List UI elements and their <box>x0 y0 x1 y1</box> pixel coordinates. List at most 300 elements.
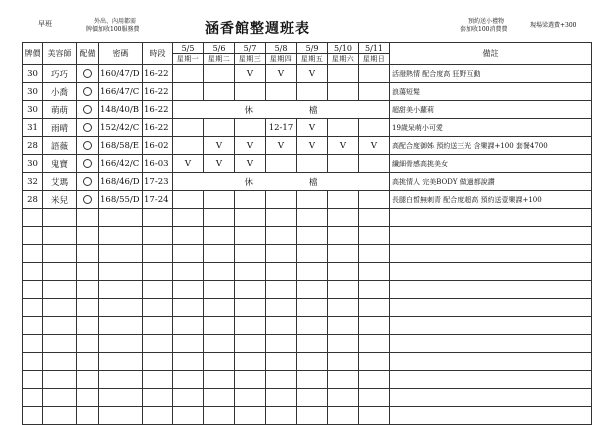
price-cell: 30 <box>23 101 43 119</box>
blank-cell <box>297 407 328 425</box>
blank-cell <box>359 389 390 407</box>
code-cell: 148/40/B <box>99 101 143 119</box>
day-cell: V <box>359 137 390 155</box>
blank-cell <box>235 353 266 371</box>
blank-cell <box>390 389 592 407</box>
time-cell: 16-22 <box>143 119 173 137</box>
blank-row <box>23 263 592 281</box>
blank-cell <box>173 209 204 227</box>
blank-cell <box>77 371 99 389</box>
blank-cell <box>143 407 173 425</box>
blank-cell <box>99 209 143 227</box>
blank-cell <box>143 389 173 407</box>
blank-cell <box>99 407 143 425</box>
col-prep: 配備 <box>77 43 99 65</box>
blank-cell <box>359 317 390 335</box>
blank-cell <box>390 281 592 299</box>
blank-cell <box>173 335 204 353</box>
blank-cell <box>43 209 77 227</box>
price-cell: 30 <box>23 155 43 173</box>
blank-cell <box>390 353 592 371</box>
day-cell <box>328 119 359 137</box>
blank-row <box>23 353 592 371</box>
closed-cell <box>173 173 390 191</box>
date-cell: 5/7 <box>235 43 266 54</box>
blank-cell <box>328 371 359 389</box>
blank-cell <box>235 263 266 281</box>
blank-cell <box>297 263 328 281</box>
code-cell: 168/58/E <box>99 137 143 155</box>
name-cell: 語薇 <box>43 137 77 155</box>
price-cell: 28 <box>23 137 43 155</box>
service-note-1: 外出、內用都需 <box>94 18 137 25</box>
blank-cell <box>235 317 266 335</box>
day-cell <box>173 83 204 101</box>
day-cell <box>173 191 204 209</box>
blank-cell <box>99 227 143 245</box>
blank-cell <box>43 389 77 407</box>
blank-cell <box>77 335 99 353</box>
prep-cell <box>77 155 99 173</box>
blank-cell <box>328 209 359 227</box>
blank-cell <box>297 317 328 335</box>
day-cell: V <box>235 137 266 155</box>
blank-cell <box>23 389 43 407</box>
day-cell <box>359 119 390 137</box>
blank-cell <box>328 227 359 245</box>
blank-cell <box>173 407 204 425</box>
day-cell <box>204 119 235 137</box>
day-cell <box>204 83 235 101</box>
blank-cell <box>99 353 143 371</box>
blank-cell <box>359 245 390 263</box>
weekday-cell: 星期五 <box>297 54 328 65</box>
blank-cell <box>143 371 173 389</box>
name-cell: 小喬 <box>43 83 77 101</box>
prep-cell <box>77 119 99 137</box>
blank-cell <box>173 245 204 263</box>
blank-cell <box>204 263 235 281</box>
blank-cell <box>297 299 328 317</box>
table-row <box>23 155 592 173</box>
day-cell <box>328 83 359 101</box>
day-cell <box>328 191 359 209</box>
blank-cell <box>43 245 77 263</box>
blank-cell <box>143 227 173 245</box>
blank-row <box>23 335 592 353</box>
blank-cell <box>204 353 235 371</box>
date-cell: 5/6 <box>204 43 235 54</box>
day-cell <box>359 65 390 83</box>
blank-cell <box>77 299 99 317</box>
blank-cell <box>235 299 266 317</box>
prep-cell <box>77 83 99 101</box>
price-cell: 32 <box>23 173 43 191</box>
blank-cell <box>297 281 328 299</box>
table-row <box>23 65 592 83</box>
blank-row <box>23 317 592 335</box>
blank-cell <box>99 335 143 353</box>
name-cell: 雨晴 <box>43 119 77 137</box>
day-cell <box>235 119 266 137</box>
blank-cell <box>390 245 592 263</box>
blank-cell <box>204 335 235 353</box>
blank-cell <box>235 335 266 353</box>
blank-cell <box>23 209 43 227</box>
blank-cell <box>328 245 359 263</box>
note-cell: 長腿白皙無刺青 配合度超高 預約送壹樂課+100 <box>390 191 592 209</box>
blank-cell <box>359 263 390 281</box>
table-row <box>23 83 592 101</box>
blank-row <box>23 407 592 425</box>
weekday-cell: 星期四 <box>266 54 297 65</box>
blank-cell <box>23 317 43 335</box>
blank-cell <box>390 371 592 389</box>
day-cell: V <box>204 155 235 173</box>
price-cell: 30 <box>23 83 43 101</box>
code-cell: 166/47/C <box>99 83 143 101</box>
day-cell: V <box>235 65 266 83</box>
date-cell: 5/11 <box>359 43 390 54</box>
blank-cell <box>23 281 43 299</box>
blank-row <box>23 281 592 299</box>
weekday-cell: 星期六 <box>328 54 359 65</box>
weekday-cell: 星期一 <box>173 54 204 65</box>
blank-cell <box>297 335 328 353</box>
note-cell: 19歲呆萌小可愛 <box>390 119 592 137</box>
day-cell: V <box>266 137 297 155</box>
name-cell: 巧巧 <box>43 65 77 83</box>
col-notes: 備註 <box>390 43 592 65</box>
blank-cell <box>359 407 390 425</box>
blank-cell <box>23 263 43 281</box>
blank-cell <box>173 281 204 299</box>
blank-cell <box>390 299 592 317</box>
date-cell: 5/10 <box>328 43 359 54</box>
day-cell: V <box>297 137 328 155</box>
blank-cell <box>328 317 359 335</box>
circle-icon <box>83 87 92 96</box>
day-cell: V <box>173 155 204 173</box>
blank-cell <box>266 227 297 245</box>
blank-row <box>23 371 592 389</box>
blank-cell <box>204 407 235 425</box>
day-cell <box>266 83 297 101</box>
blank-cell <box>297 209 328 227</box>
price-cell: 30 <box>23 65 43 83</box>
blank-cell <box>99 317 143 335</box>
blank-cell <box>328 389 359 407</box>
blank-cell <box>266 209 297 227</box>
day-cell: V <box>297 119 328 137</box>
day-cell <box>297 83 328 101</box>
day-cell: V <box>266 65 297 83</box>
shift-label: 早班 <box>38 20 52 28</box>
circle-icon <box>83 159 92 168</box>
prep-cell <box>77 101 99 119</box>
blank-cell <box>99 389 143 407</box>
blank-cell <box>77 353 99 371</box>
blank-row <box>23 389 592 407</box>
blank-cell <box>173 389 204 407</box>
blank-cell <box>204 371 235 389</box>
day-cell <box>328 65 359 83</box>
note-cell: 高挑情人 完美BODY 做過都說讚 <box>390 173 592 191</box>
blank-cell <box>143 281 173 299</box>
note-cell: 超甜美小蘿莉 <box>390 101 592 119</box>
day-cell <box>266 191 297 209</box>
blank-cell <box>77 317 99 335</box>
note-cell: 纖細骨感高挑美女 <box>390 155 592 173</box>
blank-row <box>23 227 592 245</box>
blank-cell <box>99 299 143 317</box>
day-cell <box>297 191 328 209</box>
col-price: 牌價 <box>23 43 43 65</box>
time-cell: 16-22 <box>143 83 173 101</box>
blank-cell <box>390 335 592 353</box>
blank-cell <box>235 245 266 263</box>
blank-cell <box>77 281 99 299</box>
time-cell: 16-03 <box>143 155 173 173</box>
blank-cell <box>359 353 390 371</box>
blank-cell <box>23 335 43 353</box>
blank-cell <box>235 407 266 425</box>
blank-cell <box>143 353 173 371</box>
day-cell <box>173 137 204 155</box>
time-cell: 16-22 <box>143 65 173 83</box>
blank-cell <box>204 389 235 407</box>
blank-cell <box>143 335 173 353</box>
blank-cell <box>204 245 235 263</box>
note-cell: 高配合度御姊 預約送三光 含樂課+100 套餐4700 <box>390 137 592 155</box>
blank-cell <box>23 245 43 263</box>
day-cell: V <box>204 137 235 155</box>
blank-cell <box>143 263 173 281</box>
service-note-2: 牌價加收100服務費 <box>86 26 140 33</box>
blank-cell <box>77 389 99 407</box>
blank-cell <box>99 245 143 263</box>
blank-cell <box>266 317 297 335</box>
note-cell: 活潑熱情 配合度高 狂野互動 <box>390 65 592 83</box>
day-cell <box>266 155 297 173</box>
prep-cell <box>77 137 99 155</box>
blank-cell <box>266 407 297 425</box>
blank-cell <box>235 389 266 407</box>
blank-cell <box>23 353 43 371</box>
blank-cell <box>297 353 328 371</box>
circle-icon <box>83 69 92 78</box>
day-cell <box>235 191 266 209</box>
blank-cell <box>173 371 204 389</box>
price-cell: 28 <box>23 191 43 209</box>
table-row <box>23 173 592 191</box>
closed-label-2: 檔 <box>309 177 318 188</box>
page-title: 涵香館整週班表 <box>205 21 310 37</box>
blank-cell <box>359 281 390 299</box>
blank-cell <box>204 299 235 317</box>
blank-cell <box>204 227 235 245</box>
day-cell <box>204 191 235 209</box>
closed-label-1: 休 <box>244 105 253 116</box>
time-cell: 16-22 <box>143 101 173 119</box>
day-cell: V <box>297 65 328 83</box>
circle-icon <box>83 195 92 204</box>
circle-icon <box>83 141 92 150</box>
blank-cell <box>173 353 204 371</box>
blank-cell <box>297 389 328 407</box>
day-cell: V <box>328 137 359 155</box>
code-cell: 152/42/C <box>99 119 143 137</box>
time-cell: 17-23 <box>143 173 173 191</box>
blank-cell <box>23 299 43 317</box>
blank-cell <box>359 227 390 245</box>
blank-cell <box>266 371 297 389</box>
gift-note-1: 預約送小禮物 <box>468 18 505 25</box>
day-cell <box>204 65 235 83</box>
blank-cell <box>266 335 297 353</box>
blank-cell <box>266 353 297 371</box>
blank-cell <box>23 227 43 245</box>
date-cell: 5/5 <box>173 43 204 54</box>
blank-cell <box>359 371 390 389</box>
blank-cell <box>297 371 328 389</box>
name-cell: 米兒 <box>43 191 77 209</box>
blank-cell <box>173 263 204 281</box>
time-cell: 17-24 <box>143 191 173 209</box>
blank-cell <box>328 335 359 353</box>
blank-cell <box>143 299 173 317</box>
blank-cell <box>390 407 592 425</box>
blank-cell <box>359 299 390 317</box>
blank-cell <box>173 299 204 317</box>
blank-cell <box>43 407 77 425</box>
blank-cell <box>99 281 143 299</box>
blank-cell <box>43 371 77 389</box>
onsite-fee-note: 現場梁選費+300 <box>530 22 577 29</box>
blank-cell <box>359 209 390 227</box>
day-cell <box>359 191 390 209</box>
day-cell <box>328 155 359 173</box>
code-cell: 166/42/C <box>99 155 143 173</box>
code-cell: 160/47/D <box>99 65 143 83</box>
table-row <box>23 137 592 155</box>
blank-cell <box>204 317 235 335</box>
code-cell: 168/55/D <box>99 191 143 209</box>
blank-cell <box>235 371 266 389</box>
blank-cell <box>297 245 328 263</box>
blank-cell <box>173 227 204 245</box>
blank-cell <box>77 227 99 245</box>
note-cell: 浪蕩短髮 <box>390 83 592 101</box>
blank-cell <box>43 263 77 281</box>
blank-cell <box>390 317 592 335</box>
blank-cell <box>77 245 99 263</box>
blank-cell <box>77 263 99 281</box>
blank-cell <box>99 371 143 389</box>
name-cell: 鬼寶 <box>43 155 77 173</box>
day-cell: V <box>235 155 266 173</box>
blank-cell <box>328 299 359 317</box>
blank-cell <box>43 227 77 245</box>
weekday-cell: 星期三 <box>235 54 266 65</box>
code-cell: 168/46/D <box>99 173 143 191</box>
day-cell <box>297 155 328 173</box>
prep-cell <box>77 191 99 209</box>
col-time: 時段 <box>143 43 173 65</box>
gift-note-2: 套加收100消費費 <box>460 26 508 33</box>
table-row <box>23 191 592 209</box>
circle-icon <box>83 105 92 114</box>
blank-cell <box>297 227 328 245</box>
date-cell: 5/9 <box>297 43 328 54</box>
name-cell: 艾瑪 <box>43 173 77 191</box>
blank-cell <box>359 335 390 353</box>
prep-cell <box>77 173 99 191</box>
day-cell <box>359 155 390 173</box>
weekday-cell: 星期二 <box>204 54 235 65</box>
blank-cell <box>390 227 592 245</box>
blank-cell <box>266 281 297 299</box>
blank-cell <box>43 299 77 317</box>
time-cell: 16-02 <box>143 137 173 155</box>
schedule-table <box>22 42 592 425</box>
blank-cell <box>43 281 77 299</box>
day-cell: 12-17 <box>266 119 297 137</box>
col-code: 密碼 <box>99 43 143 65</box>
blank-cell <box>99 263 143 281</box>
blank-row <box>23 245 592 263</box>
table-row <box>23 119 592 137</box>
blank-cell <box>143 245 173 263</box>
blank-cell <box>204 281 235 299</box>
blank-cell <box>390 263 592 281</box>
blank-cell <box>390 209 592 227</box>
blank-row <box>23 299 592 317</box>
blank-cell <box>328 407 359 425</box>
blank-cell <box>43 353 77 371</box>
blank-cell <box>43 317 77 335</box>
header-row-dates <box>23 43 592 54</box>
closed-label-2: 檔 <box>309 105 318 116</box>
blank-cell <box>43 335 77 353</box>
name-cell: 萌萌 <box>43 101 77 119</box>
blank-cell <box>77 209 99 227</box>
table-row <box>23 101 592 119</box>
blank-cell <box>266 263 297 281</box>
weekday-cell: 星期日 <box>359 54 390 65</box>
blank-cell <box>235 209 266 227</box>
blank-cell <box>266 245 297 263</box>
circle-icon <box>83 123 92 132</box>
blank-cell <box>328 281 359 299</box>
col-name: 美容師 <box>43 43 77 65</box>
blank-cell <box>173 317 204 335</box>
blank-cell <box>328 263 359 281</box>
blank-cell <box>143 317 173 335</box>
blank-cell <box>23 407 43 425</box>
day-cell <box>173 65 204 83</box>
blank-cell <box>23 371 43 389</box>
circle-icon <box>83 177 92 186</box>
blank-cell <box>266 389 297 407</box>
blank-cell <box>204 209 235 227</box>
closed-cell <box>173 101 390 119</box>
blank-cell <box>266 299 297 317</box>
day-cell <box>359 83 390 101</box>
blank-row <box>23 209 592 227</box>
blank-cell <box>77 407 99 425</box>
blank-cell <box>143 209 173 227</box>
